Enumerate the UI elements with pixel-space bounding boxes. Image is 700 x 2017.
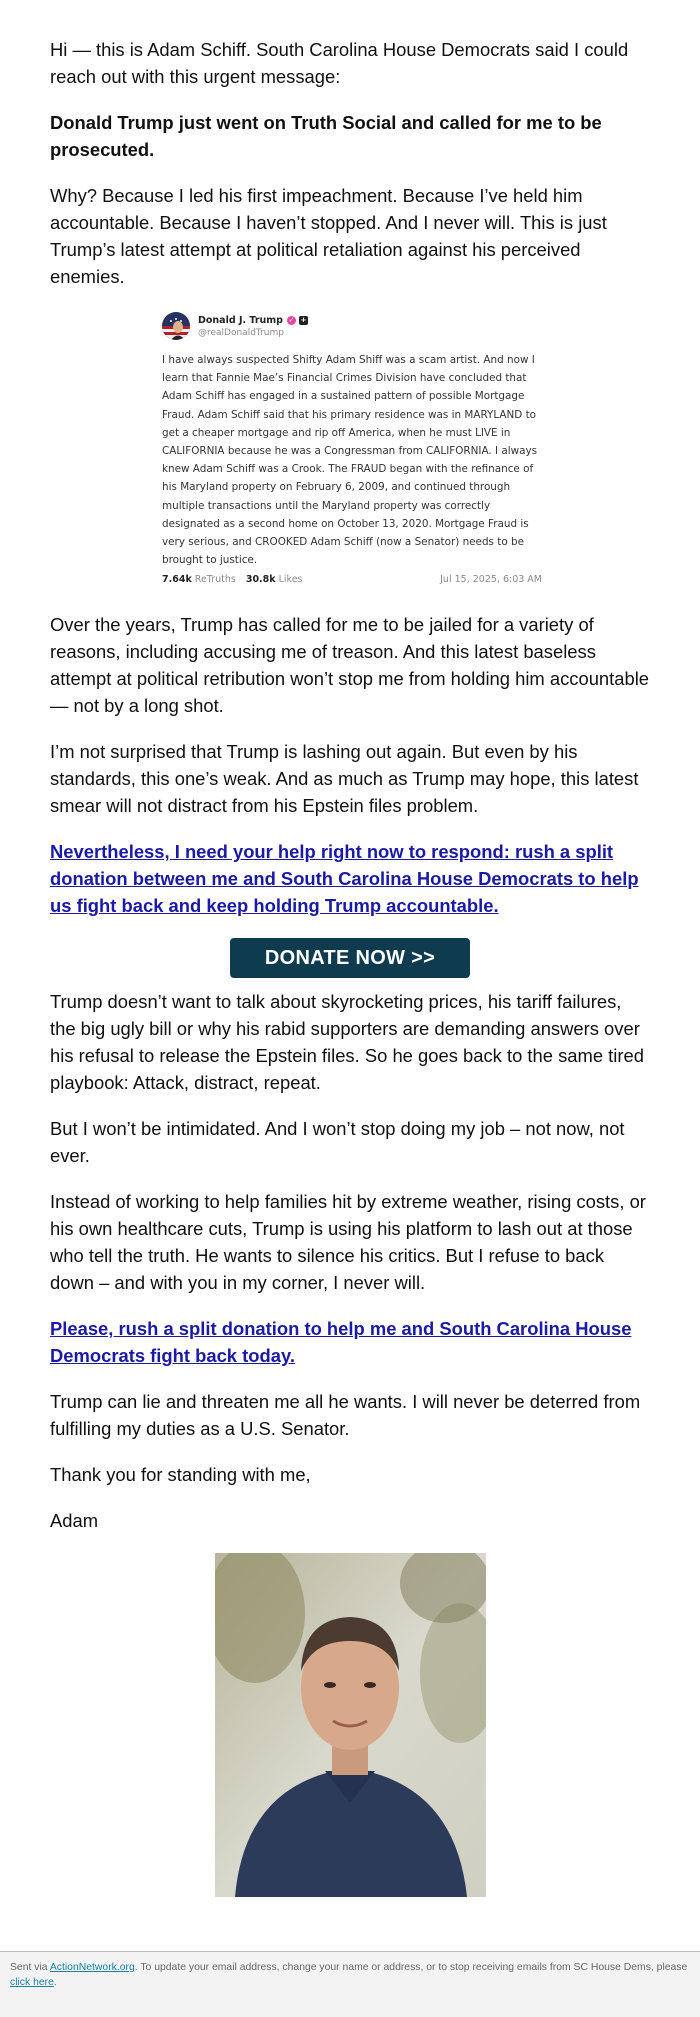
trump-avatar xyxy=(162,312,190,340)
post-stats xyxy=(162,573,542,587)
split-donation-link-2[interactable]: Please, rush a split donation to help me and South Carolina House Democrats fight back today. xyxy=(50,1318,632,1367)
post-author-name: Donald J. Trump xyxy=(198,314,283,326)
years-paragraph: Over the years, Trump has called for me to be jailed for a variety of reasons, including accusing me of treason. And this latest baseless attempt at political retribution won’t stop me from holding him accountable — not by a long shot. xyxy=(50,614,650,717)
truth-social-post xyxy=(162,309,542,587)
actionnetwork-link[interactable]: ActionNetwork.org xyxy=(49,1962,135,1973)
post-date: Jul 15, 2025, 6:03 AM xyxy=(440,574,542,586)
likes-label: Likes xyxy=(278,574,303,586)
retruths-count: 7.64k xyxy=(162,574,192,586)
donate-now-button[interactable]: DONATE NOW >> xyxy=(230,938,470,978)
footer-sent-via: Sent via xyxy=(10,1962,50,1973)
instead-paragraph: Instead of working to help families hit by extreme weather, rising costs, or his own healthcare cuts, Trump is using his platform to lash out at those who tell the truth. He wants to silence his critics. But I refuse to back down – and with you in my corner, I never will. xyxy=(50,1191,646,1294)
post-header xyxy=(162,309,542,343)
thanks-paragraph: Thank you for standing with me, xyxy=(50,1464,311,1486)
follow-icon: + xyxy=(300,315,307,324)
intimidated-paragraph: But I won’t be intimidated. And I won’t stop doing my job – not now, not ever. xyxy=(50,1118,625,1167)
post-author-handle: @realDonaldTrump xyxy=(198,327,284,338)
adam-schiff-photo xyxy=(215,1553,486,1897)
why-paragraph: Why? Because I led his first impeachment. Because I’ve held him accountable. Because I haven’t stopped. And I never will. This is just Trump’s latest attempt at political retaliation against his perceived enemies. xyxy=(50,185,607,287)
surprised-paragraph: I’m not surprised that Trump is lashing out again. But even by his standards, this one’s weak. And as much as Trump may hope, this latest smear will not distract from his Epstein files problem. xyxy=(50,741,639,817)
post-text: I have always suspected Shifty Adam Shiff was a scam artist. And now I learn that Fannie Mae’s Financial Crimes Division have concluded that Adam Schiff has engaged in a sustained pattern of possible Mortgage Fraud. Adam Schiff said that his primary residence was in MARYLAND to get a cheaper mortgage and rip off America, when he must LIVE in CALIFORNIA because he was a Congressman from CALIFORNIA. I always knew Adam Schiff was a Crook. The FRAUD began with the refinance of his Maryland property on February 6, 2009, and continued through multiple transactions until the Maryland property was correctly designated as a second home on October 13, 2020. Mortgage Fraud is very serious, and CROOKED Adam Schiff (now a Senator) needs to be brought to justice. xyxy=(162,354,538,567)
prices-paragraph: Trump doesn’t want to talk about skyrocketing prices, his tariff failures, the big ugly bill or why his rabid supporters are demanding answers over his refusal to release the Epstein files. So he goes back to the same tired playbook: Attack, distract, repeat. xyxy=(50,991,644,1094)
footer-end: . xyxy=(53,1977,57,1988)
lie-paragraph: Trump can lie and threaten me all he wants. I will never be deterred from fulfilling my duties as a U.S. Senator. xyxy=(50,1391,641,1440)
signature: Adam xyxy=(50,1510,99,1532)
greeting-paragraph: Hi — this is Adam Schiff. South Carolina House Democrats said I could reach out with this urgent message: xyxy=(50,39,629,87)
verified-badge-icon: ✓ xyxy=(288,315,295,324)
email-footer xyxy=(0,1951,700,2017)
footer-text-middle: . To update your email address, change your name or address, or to stop receiving emails from SC House Dems, please xyxy=(134,1962,688,1973)
likes-count: 30.8k xyxy=(245,574,276,586)
unsubscribe-link[interactable]: click here xyxy=(10,1977,54,1988)
headline-paragraph: Donald Trump just went on Truth Social and called for me to be prosecuted. xyxy=(50,112,602,160)
split-donation-link-1[interactable]: Nevertheless, I need your help right now to respond: rush a split donation between me and South Carolina House Democrats to help us fight back and keep holding Trump accountable. xyxy=(50,841,639,917)
email-body xyxy=(50,36,650,1897)
retruths-label: ReTruths xyxy=(194,574,236,586)
